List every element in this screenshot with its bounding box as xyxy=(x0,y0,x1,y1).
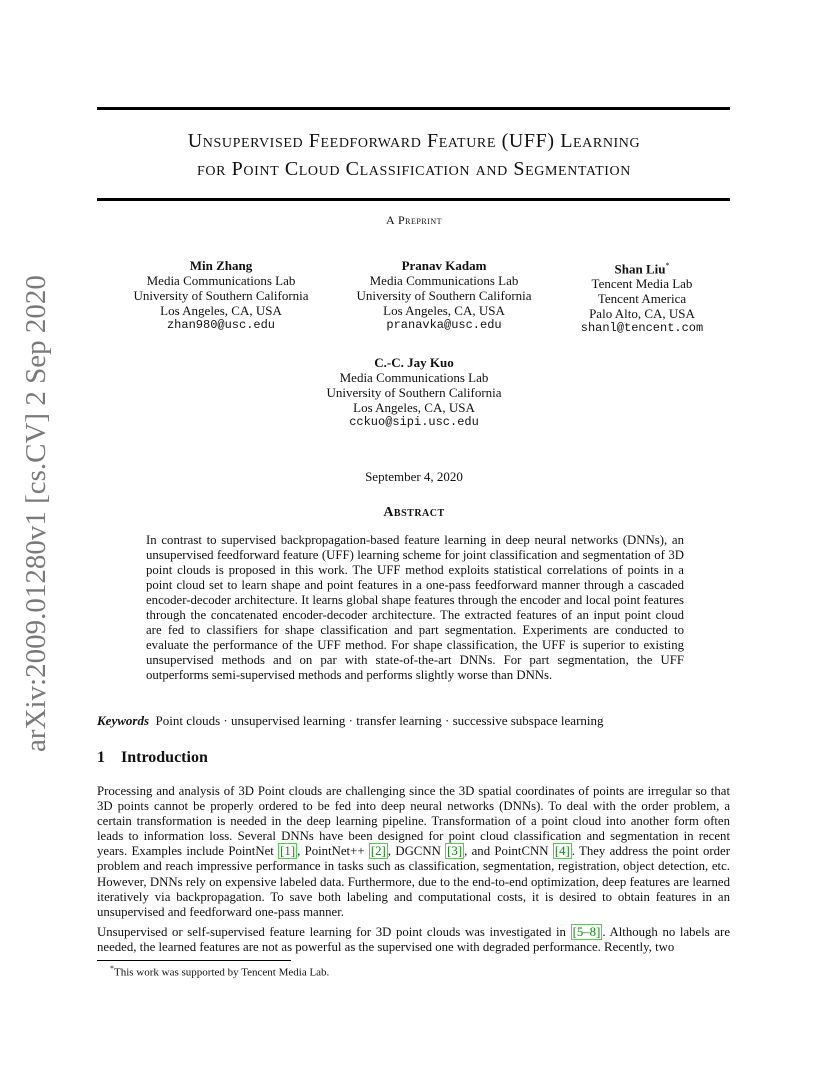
author-affiliation: Media Communications Lab xyxy=(369,273,519,288)
citation-link[interactable]: [4] xyxy=(554,844,570,859)
author-name: Shan Liu* xyxy=(614,261,670,277)
author-affiliation: Los Angeles, CA, USA xyxy=(353,400,475,415)
author-email: zhan980@usc.edu xyxy=(166,318,276,332)
author-affiliation: Los Angeles, CA, USA xyxy=(383,303,505,318)
keywords-label: Keywords xyxy=(97,713,149,728)
paper-date: September 4, 2020 xyxy=(365,469,463,484)
intro-paragraph-1: Processing and analysis of 3D Point clouds are challenging since the 3D spatial coordinates of points are irregular so that 3D points cannot be properly ordered to be fed into deep neural networks (DNNs). To deal with the order problem, a certain transformation is needed in the deep learning pipeline. Transformation of a point cloud into another form often leads to information loss. Several DNNs have been designed for point cloud classification and segmentation in recent years. Examples include PointNet [1] , PointNet++ [2] , DGCNN [3] , and PointCNN [4] . They address the point order problem and reach impressive performance in tasks such as classification, segmentation, registration, object detection, etc. However, DNNs rely on expensive labeled data. Furthermore, due to the end-to-end optimization, deep features are learned iteratively via backpropagation. To save both labeling and computational costs, it is desired to obtain features in an unsupervised and feedforward one-pass manner. xyxy=(97,784,730,919)
section-heading xyxy=(97,749,208,767)
footnote xyxy=(110,964,329,979)
author-block-4 xyxy=(314,355,514,430)
author-email: cckuo@sipi.usc.edu xyxy=(349,415,479,429)
author-affiliation: University of Southern California xyxy=(326,385,502,400)
author-email: shanl@tencent.com xyxy=(580,321,704,336)
abstract-heading: Abstract xyxy=(383,505,445,520)
author-name: Pranav Kadam xyxy=(401,258,487,273)
intro-paragraph-2: Unsupervised or self-supervised feature learning for 3D point clouds was investigated in [5–8] . Although no labels are needed, the learned features are not as powerful as the supervised one with degraded performance. Recently, two xyxy=(97,925,730,955)
title-bottom-rule xyxy=(97,198,730,201)
footnote-text: This work was supported by Tencent Media Lab. xyxy=(114,966,330,979)
citation-link[interactable]: [3] xyxy=(447,844,463,859)
author-affiliation: Tencent America xyxy=(597,291,687,307)
title-top-rule xyxy=(97,107,730,110)
title-line-2: for Point Cloud Classification and Segmentation xyxy=(197,158,631,180)
author-affiliation: Palo Alto, CA, USA xyxy=(589,306,695,322)
author-affiliation: Media Communications Lab xyxy=(339,370,489,385)
preprint-label: A Preprint xyxy=(385,213,442,227)
author-affiliation: University of Southern California xyxy=(133,288,309,303)
arxiv-side-stamp: arXiv:2009.01280v1 [cs.CV] 2 Sep 2020 xyxy=(20,275,52,752)
author-name: C.-C. Jay Kuo xyxy=(374,355,454,370)
section-number: 1 xyxy=(97,749,105,766)
citation-link[interactable]: [5–8] xyxy=(572,925,601,939)
author-block-3 xyxy=(567,258,717,336)
abstract-text: In contrast to supervised backpropagation-based feature learning in deep neural networks (DNNs), an unsupervised feedforward feature (UFF) learning scheme for joint classification and segmentation of 3D point clouds is proposed in this work. The UFF method exploits statistical correlations of points in a point cloud set to learn shape and point features in a one-pass feedforward manner through a cascaded encoder-decoder architecture. It learns global shape features through the encoder and local point features through the concatenated encoder-decoder architecture. The extracted features of an input point cloud are fed to classifiers for shape classification and part segmentation. Experiments are conducted to evaluate the performance of the UFF method. For shape classification, the UFF is superior to existing unsupervised methods and on par with state-of-the-art DNNs. For part segmentation, the UFF outperforms semi-supervised methods and performs slightly worse than DNNs. xyxy=(146,533,684,682)
author-affiliation: Los Angeles, CA, USA xyxy=(160,303,282,318)
author-block-2 xyxy=(344,258,544,333)
author-affiliation: Tencent Media Lab xyxy=(591,276,693,292)
citation-link[interactable]: [1] xyxy=(280,844,296,859)
section-title: Introduction xyxy=(121,749,208,766)
author-name: Min Zhang xyxy=(189,258,253,273)
citation-link[interactable]: [2] xyxy=(370,844,386,859)
author-affiliation: University of Southern California xyxy=(356,288,532,303)
title-line-1: Unsupervised Feedforward Feature (UFF) Learning xyxy=(187,130,641,152)
footnote-rule xyxy=(97,960,291,961)
author-affiliation: Media Communications Lab xyxy=(146,273,296,288)
keywords-text: Point clouds · unsupervised learning · transfer learning · successive subspace learning xyxy=(155,713,604,728)
author-email: pranavka@usc.edu xyxy=(386,318,502,332)
footnote-mark: * xyxy=(110,964,114,973)
keywords xyxy=(97,713,604,729)
author-block-1 xyxy=(121,258,321,333)
